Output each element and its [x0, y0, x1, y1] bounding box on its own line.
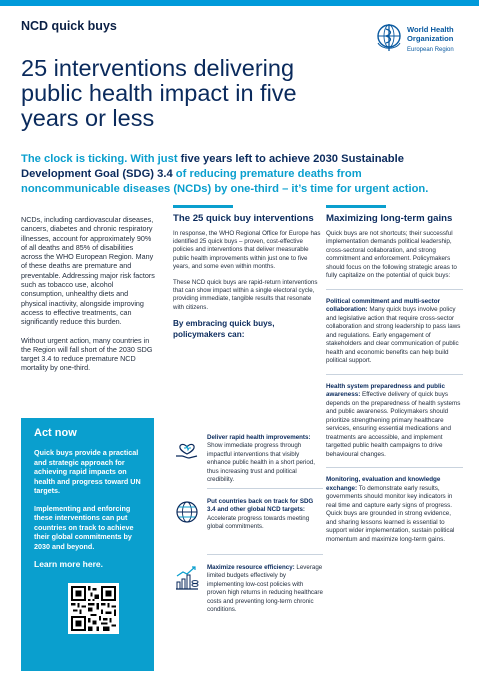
act-now-paragraph-1: Quick buys provide a practical and strategic approach for achieving rapid impacts on health and progress toward UN targets.: [34, 448, 141, 495]
benefit-title-1: Deliver rapid health improvements:: [207, 434, 311, 441]
heart-hand-icon: [173, 434, 201, 462]
strategic-area-3: [326, 476, 463, 544]
strategic-area-1: [326, 298, 463, 366]
long-term-gains-intro: Quick buys are not shortcuts; their successful implementation demands political leadership, cross-sectoral collaboration, and strong commitment and enforcement. Policymakers should focus on the following strategic areas to fully capitalize on the potential of quick buys:: [326, 229, 457, 279]
column-accent-bar: [326, 205, 386, 208]
benefit-body-1: Show immediate progress through impactful interventions that visibly enhance public health in a short period, thus increasing trust and political credibility.: [207, 442, 316, 484]
benefit-text-3: [207, 564, 323, 614]
strategic-area-2: [326, 383, 463, 460]
intro-column: [21, 215, 156, 382]
act-now-box: [21, 418, 154, 671]
strategic-area-title-3: Monitoring, evaluation and knowledge exchange:: [326, 476, 441, 492]
section-divider: [326, 467, 463, 468]
strategic-area-title-1: Political commitment and multi-sector collaboration:: [326, 297, 441, 313]
org-name: [407, 25, 479, 43]
intro-paragraph-1: NCDs, including cardiovascular diseases, cancers, diabetes and chronic respiratory illnesses, account for approximately 90% of all deaths and 85% of disabilities across the WHO European Region. Many of these deaths are premature and preventable. Addressing major risk factors such as tobacco use, alcohol consumption, unhealthy diets and physical inactivity, alongside improving access to effective treatments, can significantly reduce this burden.: [21, 215, 155, 327]
strategic-area-body-1: Many quick buys involve policy and legislative action that require cross-sector collaboration and strong leadership to pass laws and regulations. Early engagement of stakeholders and clear communication of public health and economic benefits can help build political support.: [326, 306, 461, 364]
org-region: European Region: [407, 47, 454, 53]
section-divider: [326, 289, 463, 290]
top-accent-bar: [0, 0, 479, 6]
chart-coins-icon: [173, 564, 201, 592]
long-term-gains-column: [326, 213, 463, 552]
long-term-gains-heading: Maximizing long-term gains: [326, 213, 453, 224]
policymakers-subheading: By embracing quick buys, policymakers can:: [173, 319, 275, 339]
benefit-text-2: [207, 498, 323, 532]
strategic-area-body-3: To demonstrate early results, governments should monitor key indicators in real time and capture early signs of progress. Quick buys are grounded in strong evidence, and sharing lessons learned is essential to support wider implementation, sustain political momentum and maximize long-term gains.: [326, 484, 455, 543]
org-name-line2: Organization: [407, 34, 454, 43]
benefit-text-1: [207, 434, 323, 484]
globe-icon: [173, 498, 201, 526]
lead-highlight: five years left to achieve 2030 Sustainable Development Goal (SDG) 3.4: [21, 153, 404, 180]
lead-paragraph: [21, 152, 461, 197]
qr-code-icon: [71, 586, 116, 631]
lead-part2: of reducing premature deaths from noncommunicable diseases (NCDs) by one-third – it’s time for urgent action.: [21, 168, 429, 195]
org-name-line1: World Health: [407, 25, 454, 34]
section-divider: [326, 374, 463, 375]
lead-part1: The clock is ticking. With just: [21, 153, 181, 165]
intro-paragraph-2: Without urgent action, many countries in the Region will fall short of the 2030 SDG target 3.4 to reduce premature NCD mortality by one-third.: [21, 335, 153, 373]
benefit-title-3: Maximize resource efficiency:: [207, 564, 295, 571]
quick-buys-column: [173, 213, 321, 340]
qr-code[interactable]: [68, 583, 119, 634]
quick-buys-paragraph-1: In response, the WHO Regional Office for Europe has identified 25 quick buys – proven, cost-effective policies and interventions that deliver measurable public health improvements within just one to five years, and some even within months.: [173, 229, 321, 271]
strategic-area-title-2: Health system preparedness and public awareness:: [326, 382, 445, 398]
benefit-title-2: Put countries back on track for SDG 3.4 and other global NCD targets:: [207, 498, 314, 514]
benefit-divider: [207, 554, 323, 555]
strategic-area-body-2: Effective delivery of quick buys depends on the preparedness of health systems and public awareness. Policymakers should prioritize strengthening primary healthcare services, ensuring essential medications and treatments are accessible, and implement targetted public health campaigns to drive behavioural changes.: [326, 391, 461, 458]
benefit-body-3: Leverage limited budgets effectively by implementing low-cost policies with proven high returns in reducing healthcare costs and preventing long-term chronic conditions.: [207, 564, 323, 614]
column-accent-bar: [173, 205, 233, 208]
quick-buys-heading: The 25 quick buy interventions: [173, 213, 314, 224]
page-kicker: NCD quick buys: [21, 19, 117, 33]
who-logo[interactable]: [374, 23, 474, 63]
benefit-body-2: Accelerate progress towards meeting global commitments.: [207, 514, 310, 531]
quick-buys-paragraph-2: These NCD quick buys are rapid-return interventions that can show impact within a single electoral cycle, providing immediate, tangible results that resonate with citizens.: [173, 278, 318, 311]
benefit-divider: [207, 488, 323, 489]
act-now-paragraph-2: Implementing and enforcing these interventions can put countries on track to achieve their global commitments by 2030 and beyond.: [34, 503, 134, 551]
who-emblem-icon: [374, 23, 404, 53]
act-now-heading: Act now: [34, 427, 77, 439]
page-title: 25 interventions delivering public health impact in five years or less: [21, 55, 297, 131]
learn-more-link[interactable]: Learn more here.: [34, 559, 103, 569]
